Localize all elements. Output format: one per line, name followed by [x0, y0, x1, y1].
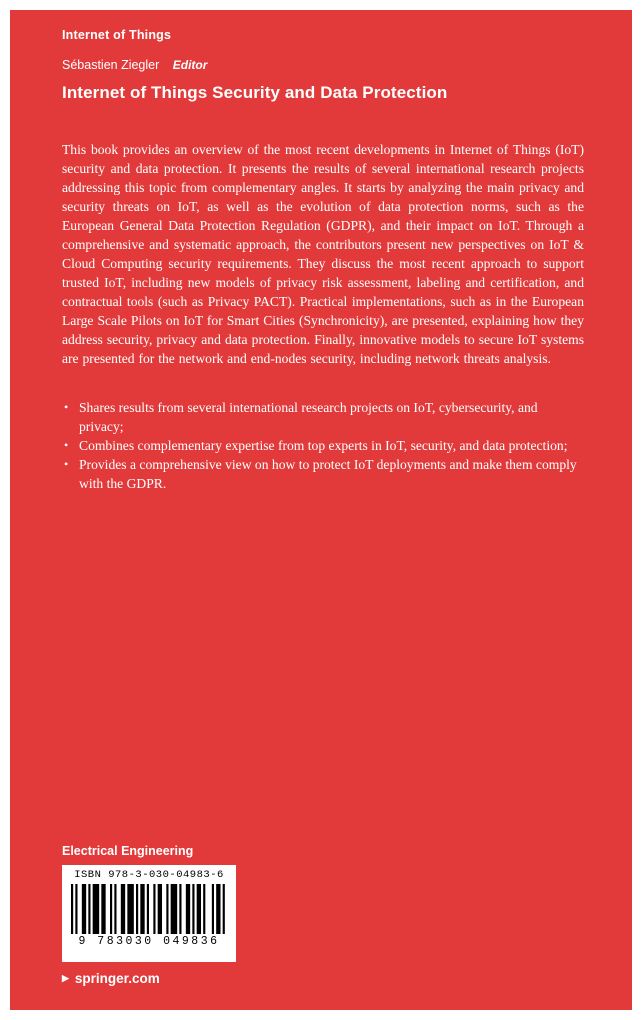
list-item [62, 455, 584, 493]
category-label: Electrical Engineering [62, 844, 194, 858]
bullet-icon: • [64, 438, 69, 452]
description-paragraph: This book provides an overview of the most recent developments in Internet of Things (IoT) security and data protection. It presents the results of several international research projects addressing this topic from complementary angles. It starts by analyzing the main privacy and security threats on IoT, as well as the evolution of data protection norms, such as the European General Data Protection Regulation (GDPR), and their impact on IoT. Through a comprehensive and systematic approach, the contributors present new perspectives on IoT & Cloud Computing security requirements. They discuss the most recent approach to support trusted IoT, including new models of privacy risk assessment, labeling and certification, and contractual tools (such as Privacy PACT). Practical implementations, such as in the European Large Scale Pilots on IoT for Smart Cities (Synchronicity), are presented, explaining how they address security, privacy and data protection. Finally, innovative models to secure IoT systems are presented for the network and end-nodes security, including network threats analysis. [62, 142, 584, 366]
cover-content [10, 10, 632, 493]
bullet-text: Combines complementary expertise from top experts in IoT, security, and data protection; [79, 438, 568, 453]
bullet-text: Provides a comprehensive view on how to protect IoT deployments and make them comply with the GDPR. [79, 457, 577, 491]
barcode [71, 884, 227, 934]
bullet-icon: • [64, 400, 69, 414]
editor-name: Sébastien Ziegler [62, 58, 160, 72]
isbn-label: ISBN 978-3-030-04983-6 [74, 869, 224, 881]
book-back-cover [10, 10, 632, 1010]
bullet-text: Shares results from several international research projects on IoT, cybersecurity, and privacy; [79, 400, 538, 434]
arrow-right-icon: ▶ [62, 973, 69, 983]
website-label: springer.com [74, 971, 160, 986]
book-title: Internet of Things Security and Data Protection [62, 83, 448, 102]
barcode-digits: 9 783030 049836 [78, 935, 220, 948]
editor-role-label: Editor [172, 58, 208, 72]
bullet-icon: • [64, 457, 69, 471]
list-item [62, 436, 584, 455]
highlights-list [62, 398, 584, 493]
barcode-panel [62, 865, 236, 962]
editor-line [62, 58, 584, 72]
series-label: Internet of Things [62, 28, 172, 42]
springer-footer [62, 971, 160, 986]
list-item [62, 398, 584, 436]
